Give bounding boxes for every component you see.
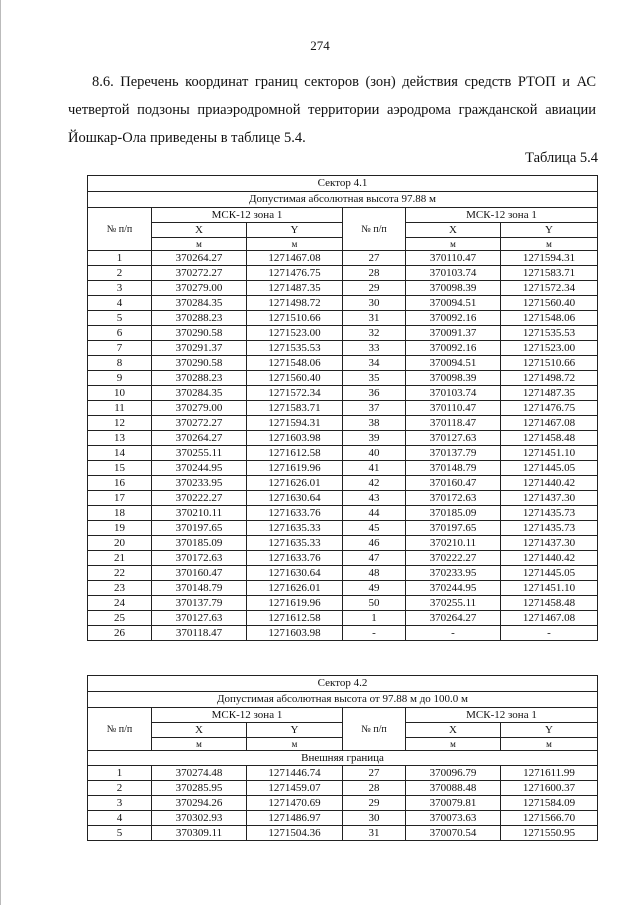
y-coordinate-cell: 1271626.01 (247, 476, 343, 491)
table-row (88, 296, 598, 311)
row-number-cell: 35 (343, 371, 406, 386)
x-header: X (406, 223, 501, 238)
table-row (88, 416, 598, 431)
y-coordinate-cell: 1271633.76 (247, 506, 343, 521)
y-coordinate-cell: 1271548.06 (247, 356, 343, 371)
row-number-cell: 4 (88, 811, 152, 826)
y-coordinate-cell: 1271470.69 (247, 796, 343, 811)
row-number-cell: 15 (88, 461, 152, 476)
x-coordinate-cell: 370233.95 (152, 476, 247, 491)
x-coordinate-cell: 370098.39 (406, 371, 501, 386)
row-number-cell: 22 (88, 566, 152, 581)
row-number-cell: 2 (88, 781, 152, 796)
y-coordinate-cell: 1271635.33 (247, 536, 343, 551)
x-coordinate-cell: 370103.74 (406, 266, 501, 281)
zone-header: МСК-12 зона 1 (406, 708, 598, 723)
y-coordinate-cell: 1271560.40 (247, 371, 343, 386)
y-coordinate-cell: 1271630.64 (247, 566, 343, 581)
y-coordinate-cell: 1271548.06 (501, 311, 598, 326)
y-coordinate-cell: 1271451.10 (501, 446, 598, 461)
row-number-cell: 36 (343, 386, 406, 401)
y-coordinate-cell: - (501, 626, 598, 641)
x-coordinate-cell: 370070.54 (406, 826, 501, 841)
unit-label: м (247, 238, 343, 251)
x-coordinate-cell: 370137.79 (406, 446, 501, 461)
x-coordinate-cell: 370210.11 (152, 506, 247, 521)
unit-label: м (152, 738, 247, 751)
unit-label: м (406, 238, 501, 251)
table-row (88, 581, 598, 596)
y-coordinate-cell: 1271635.33 (247, 521, 343, 536)
x-coordinate-cell: 370148.79 (152, 581, 247, 596)
x-coordinate-cell: 370288.23 (152, 371, 247, 386)
y-coordinate-cell: 1271572.34 (247, 386, 343, 401)
table-row (88, 266, 598, 281)
row-number-cell: 1 (343, 611, 406, 626)
unit-label: м (247, 738, 343, 751)
row-number-cell: 37 (343, 401, 406, 416)
y-coordinate-cell: 1271535.53 (247, 341, 343, 356)
x-coordinate-cell: 370127.63 (406, 431, 501, 446)
row-number-cell: 42 (343, 476, 406, 491)
sector-4-2-table (87, 675, 598, 841)
row-number-cell: 49 (343, 581, 406, 596)
unit-label: м (501, 238, 598, 251)
table-row (88, 326, 598, 341)
x-coordinate-cell: 370233.95 (406, 566, 501, 581)
x-coordinate-cell: 370118.47 (152, 626, 247, 641)
y-header: Y (501, 223, 598, 238)
y-coordinate-cell: 1271445.05 (501, 566, 598, 581)
row-number-header: № п/п (343, 208, 406, 251)
y-coordinate-cell: 1271467.08 (501, 416, 598, 431)
row-number-cell: 7 (88, 341, 152, 356)
x-coordinate-cell: 370284.35 (152, 296, 247, 311)
row-number-cell: 5 (88, 311, 152, 326)
row-number-cell: 34 (343, 356, 406, 371)
row-number-cell: 41 (343, 461, 406, 476)
sector-title: Сектор 4.1 (88, 176, 598, 192)
row-number-cell: 29 (343, 796, 406, 811)
y-header: Y (247, 723, 343, 738)
y-coordinate-cell: 1271510.66 (501, 356, 598, 371)
row-number-cell: 20 (88, 536, 152, 551)
x-header: X (152, 723, 247, 738)
row-number-cell: 12 (88, 416, 152, 431)
table-row (88, 251, 598, 266)
x-coordinate-cell: 370284.35 (152, 386, 247, 401)
y-coordinate-cell: 1271535.53 (501, 326, 598, 341)
x-coordinate-cell: 370160.47 (152, 566, 247, 581)
row-number-header: № п/п (88, 208, 152, 251)
y-coordinate-cell: 1271572.34 (501, 281, 598, 296)
x-coordinate-cell: - (406, 626, 501, 641)
x-coordinate-cell: 370185.09 (406, 506, 501, 521)
x-coordinate-cell: 370110.47 (406, 251, 501, 266)
x-coordinate-cell: 370210.11 (406, 536, 501, 551)
y-coordinate-cell: 1271626.01 (247, 581, 343, 596)
x-coordinate-cell: 370098.39 (406, 281, 501, 296)
x-coordinate-cell: 370160.47 (406, 476, 501, 491)
y-coordinate-cell: 1271504.36 (247, 826, 343, 841)
x-coordinate-cell: 370274.48 (152, 766, 247, 781)
x-coordinate-cell: 370279.00 (152, 281, 247, 296)
table-row (88, 811, 598, 826)
row-number-cell: 1 (88, 766, 152, 781)
row-number-cell: 27 (343, 251, 406, 266)
y-header: Y (247, 223, 343, 238)
x-coordinate-cell: 370088.48 (406, 781, 501, 796)
row-number-cell: 32 (343, 326, 406, 341)
x-coordinate-cell: 370172.63 (152, 551, 247, 566)
x-header: X (152, 223, 247, 238)
y-coordinate-cell: 1271594.31 (247, 416, 343, 431)
row-number-cell: - (343, 626, 406, 641)
row-number-cell: 11 (88, 401, 152, 416)
x-coordinate-cell: 370118.47 (406, 416, 501, 431)
y-coordinate-cell: 1271603.98 (247, 431, 343, 446)
y-coordinate-cell: 1271583.71 (247, 401, 343, 416)
row-number-cell: 48 (343, 566, 406, 581)
y-coordinate-cell: 1271467.08 (501, 611, 598, 626)
x-coordinate-cell: 370094.51 (406, 356, 501, 371)
sector-height: Допустимая абсолютная высота от 97.88 м до 100.0 м (88, 692, 598, 708)
y-coordinate-cell: 1271451.10 (501, 581, 598, 596)
y-coordinate-cell: 1271446.74 (247, 766, 343, 781)
row-number-cell: 23 (88, 581, 152, 596)
row-number-cell: 8 (88, 356, 152, 371)
row-number-cell: 33 (343, 341, 406, 356)
table-row (88, 781, 598, 796)
table-row (88, 796, 598, 811)
row-number-cell: 14 (88, 446, 152, 461)
row-number-cell: 17 (88, 491, 152, 506)
y-coordinate-cell: 1271633.76 (247, 551, 343, 566)
table-row (88, 766, 598, 781)
row-number-cell: 21 (88, 551, 152, 566)
x-coordinate-cell: 370290.58 (152, 356, 247, 371)
y-coordinate-cell: 1271458.48 (501, 596, 598, 611)
y-coordinate-cell: 1271498.72 (247, 296, 343, 311)
row-number-cell: 46 (343, 536, 406, 551)
section-heading-paragraph (68, 68, 596, 152)
row-number-cell: 29 (343, 281, 406, 296)
x-coordinate-cell: 370244.95 (152, 461, 247, 476)
row-number-cell: 44 (343, 506, 406, 521)
table-row (88, 626, 598, 641)
table-row (88, 566, 598, 581)
row-number-header: № п/п (88, 708, 152, 751)
zone-header: МСК-12 зона 1 (152, 708, 343, 723)
y-coordinate-cell: 1271437.30 (501, 491, 598, 506)
row-number-cell: 27 (343, 766, 406, 781)
y-coordinate-cell: 1271560.40 (501, 296, 598, 311)
row-number-cell: 16 (88, 476, 152, 491)
table-row (88, 341, 598, 356)
x-coordinate-cell: 370285.95 (152, 781, 247, 796)
y-coordinate-cell: 1271459.07 (247, 781, 343, 796)
x-coordinate-cell: 370264.27 (406, 611, 501, 626)
row-number-cell: 4 (88, 296, 152, 311)
table-row (88, 596, 598, 611)
y-coordinate-cell: 1271630.64 (247, 491, 343, 506)
y-coordinate-cell: 1271612.58 (247, 611, 343, 626)
row-number-cell: 1 (88, 251, 152, 266)
x-coordinate-cell: 370272.27 (152, 266, 247, 281)
row-number-cell: 31 (343, 826, 406, 841)
y-coordinate-cell: 1271445.05 (501, 461, 598, 476)
y-header: Y (501, 723, 598, 738)
x-coordinate-cell: 370291.37 (152, 341, 247, 356)
y-coordinate-cell: 1271584.09 (501, 796, 598, 811)
row-number-cell: 45 (343, 521, 406, 536)
y-coordinate-cell: 1271566.70 (501, 811, 598, 826)
x-coordinate-cell: 370172.63 (406, 491, 501, 506)
table-row (88, 611, 598, 626)
x-coordinate-cell: 370288.23 (152, 311, 247, 326)
table-row (88, 311, 598, 326)
y-coordinate-cell: 1271458.48 (501, 431, 598, 446)
table-row (88, 356, 598, 371)
row-number-cell: 13 (88, 431, 152, 446)
row-number-cell: 38 (343, 416, 406, 431)
row-number-cell: 28 (343, 266, 406, 281)
table-row (88, 461, 598, 476)
x-coordinate-cell: 370290.58 (152, 326, 247, 341)
unit-label: м (406, 738, 501, 751)
x-coordinate-cell: 370110.47 (406, 401, 501, 416)
row-number-cell: 50 (343, 596, 406, 611)
row-number-cell: 3 (88, 281, 152, 296)
x-coordinate-cell: 370127.63 (152, 611, 247, 626)
heading-line-3: Йошкар-Ола приведены в таблице 5.4. (68, 130, 306, 146)
y-coordinate-cell: 1271435.73 (501, 506, 598, 521)
unit-label: м (152, 238, 247, 251)
table-row (88, 536, 598, 551)
y-coordinate-cell: 1271611.99 (501, 766, 598, 781)
y-coordinate-cell: 1271498.72 (501, 371, 598, 386)
row-number-cell: 5 (88, 826, 152, 841)
table-row (88, 826, 598, 841)
table-row (88, 521, 598, 536)
y-coordinate-cell: 1271603.98 (247, 626, 343, 641)
y-coordinate-cell: 1271486.97 (247, 811, 343, 826)
x-coordinate-cell: 370255.11 (152, 446, 247, 461)
table-row (88, 431, 598, 446)
y-coordinate-cell: 1271467.08 (247, 251, 343, 266)
y-coordinate-cell: 1271476.75 (501, 401, 598, 416)
sector-height: Допустимая абсолютная высота 97.88 м (88, 192, 598, 208)
x-coordinate-cell: 370137.79 (152, 596, 247, 611)
y-coordinate-cell: 1271619.96 (247, 461, 343, 476)
x-coordinate-cell: 370272.27 (152, 416, 247, 431)
x-coordinate-cell: 370091.37 (406, 326, 501, 341)
row-number-cell: 39 (343, 431, 406, 446)
table-row (88, 551, 598, 566)
page-number: 274 (310, 38, 330, 53)
row-number-cell: 26 (88, 626, 152, 641)
y-coordinate-cell: 1271510.66 (247, 311, 343, 326)
row-number-cell: 2 (88, 266, 152, 281)
y-coordinate-cell: 1271440.42 (501, 476, 598, 491)
heading-line-2: четвертой подзоны приаэродромной территории аэродрома гражданской авиации (68, 102, 596, 118)
x-coordinate-cell: 370197.65 (406, 521, 501, 536)
x-coordinate-cell: 370255.11 (406, 596, 501, 611)
row-number-cell: 31 (343, 311, 406, 326)
x-coordinate-cell: 370294.26 (152, 796, 247, 811)
x-coordinate-cell: 370096.79 (406, 766, 501, 781)
unit-label: м (501, 738, 598, 751)
row-number-cell: 25 (88, 611, 152, 626)
sector-4-1-table (87, 175, 598, 641)
y-coordinate-cell: 1271440.42 (501, 551, 598, 566)
x-coordinate-cell: 370148.79 (406, 461, 501, 476)
row-number-cell: 43 (343, 491, 406, 506)
y-coordinate-cell: 1271550.95 (501, 826, 598, 841)
sector-title: Сектор 4.2 (88, 676, 598, 692)
y-coordinate-cell: 1271487.35 (247, 281, 343, 296)
x-coordinate-cell: 370222.27 (406, 551, 501, 566)
table-row (88, 401, 598, 416)
table-row (88, 476, 598, 491)
y-coordinate-cell: 1271612.58 (247, 446, 343, 461)
x-coordinate-cell: 370103.74 (406, 386, 501, 401)
x-coordinate-cell: 370094.51 (406, 296, 501, 311)
y-coordinate-cell: 1271437.30 (501, 536, 598, 551)
y-coordinate-cell: 1271619.96 (247, 596, 343, 611)
x-coordinate-cell: 370092.16 (406, 341, 501, 356)
row-number-cell: 40 (343, 446, 406, 461)
x-coordinate-cell: 370092.16 (406, 311, 501, 326)
table-row (88, 281, 598, 296)
x-coordinate-cell: 370309.11 (152, 826, 247, 841)
row-number-cell: 24 (88, 596, 152, 611)
x-coordinate-cell: 370222.27 (152, 491, 247, 506)
x-coordinate-cell: 370079.81 (406, 796, 501, 811)
x-coordinate-cell: 370185.09 (152, 536, 247, 551)
x-coordinate-cell: 370197.65 (152, 521, 247, 536)
table-row (88, 491, 598, 506)
row-number-cell: 9 (88, 371, 152, 386)
row-number-header: № п/п (343, 708, 406, 751)
x-coordinate-cell: 370264.27 (152, 431, 247, 446)
x-coordinate-cell: 370279.00 (152, 401, 247, 416)
table-row (88, 506, 598, 521)
row-number-cell: 47 (343, 551, 406, 566)
table-row (88, 371, 598, 386)
row-number-cell: 30 (343, 296, 406, 311)
zone-header: МСК-12 зона 1 (406, 208, 598, 223)
y-coordinate-cell: 1271435.73 (501, 521, 598, 536)
table-row (88, 386, 598, 401)
row-number-cell: 10 (88, 386, 152, 401)
x-coordinate-cell: 370244.95 (406, 581, 501, 596)
row-number-cell: 6 (88, 326, 152, 341)
y-coordinate-cell: 1271594.31 (501, 251, 598, 266)
boundary-subheader: Внешняя граница (88, 751, 598, 766)
y-coordinate-cell: 1271523.00 (501, 341, 598, 356)
table-caption: Таблица 5.4 (525, 150, 598, 166)
row-number-cell: 30 (343, 811, 406, 826)
x-coordinate-cell: 370264.27 (152, 251, 247, 266)
x-header: X (406, 723, 501, 738)
y-coordinate-cell: 1271476.75 (247, 266, 343, 281)
y-coordinate-cell: 1271487.35 (501, 386, 598, 401)
table-row (88, 446, 598, 461)
y-coordinate-cell: 1271600.37 (501, 781, 598, 796)
row-number-cell: 19 (88, 521, 152, 536)
row-number-cell: 3 (88, 796, 152, 811)
y-coordinate-cell: 1271583.71 (501, 266, 598, 281)
scan-edge-line (0, 0, 1, 905)
row-number-cell: 28 (343, 781, 406, 796)
x-coordinate-cell: 370073.63 (406, 811, 501, 826)
y-coordinate-cell: 1271523.00 (247, 326, 343, 341)
zone-header: МСК-12 зона 1 (152, 208, 343, 223)
x-coordinate-cell: 370302.93 (152, 811, 247, 826)
heading-line-1: 8.6. Перечень координат границ секторов (зон) действия средств РТОП и АС (92, 74, 596, 90)
row-number-cell: 18 (88, 506, 152, 521)
